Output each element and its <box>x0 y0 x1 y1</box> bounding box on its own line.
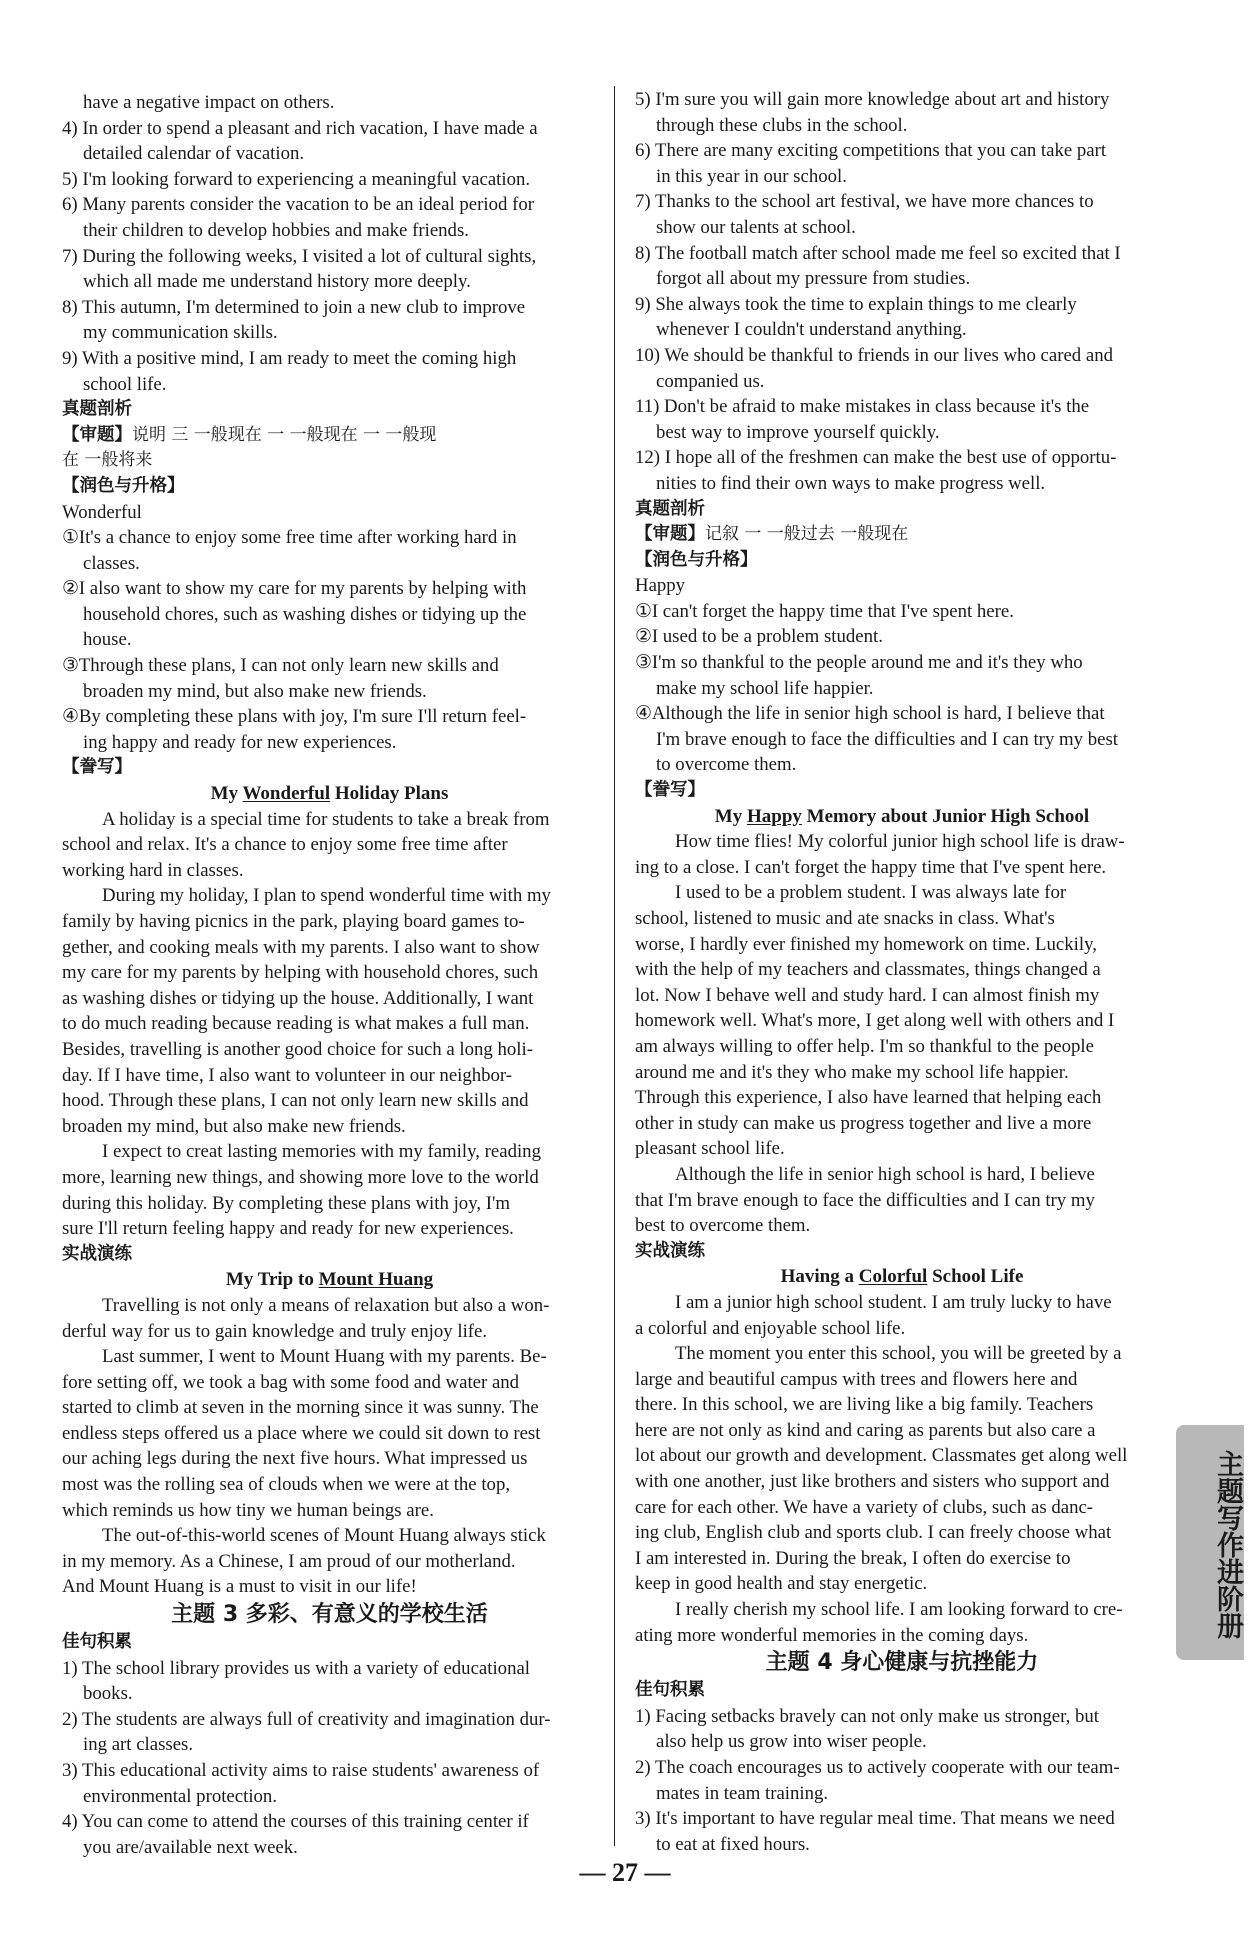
practice-essay-body <box>635 1290 1169 1648</box>
text-line: ④By completing these plans with joy, I'm sure I'll return feel- <box>62 706 527 728</box>
practice-essay-title: My Trip to Mount Huang <box>225 1269 434 1291</box>
text-line: fore setting off, we took a bag with some food and water and <box>62 1371 520 1393</box>
text-line: 8) This autumn, I'm determined to join a new club to improve <box>62 296 526 318</box>
side-tab <box>1176 1425 1244 1660</box>
yuxie-heading: 【誊写】 <box>62 757 132 778</box>
text-line: also help us grow into wiser people. <box>656 1731 927 1753</box>
text-line: family by having picnics in the park, playing board games to- <box>62 911 525 932</box>
text-line: 4) In order to spend a pleasant and rich vacation, I have made a <box>62 117 538 139</box>
text-line: lot about our growth and development. Classmates get along well <box>635 1445 1128 1467</box>
text-line: whenever I couldn't understand anything. <box>656 319 967 341</box>
theme-4-sentences <box>635 1704 1169 1858</box>
text-line: 12) I hope all of the freshmen can make the best use of opportu- <box>635 447 1117 469</box>
text-line: 3) This educational activity aims to raise students' awareness of <box>62 1760 540 1781</box>
text-line: Last summer, I went to Mount Huang with my parents. Be- <box>102 1346 547 1368</box>
text-line: show our talents at school. <box>656 216 856 238</box>
text-line: ing art classes. <box>83 1734 194 1756</box>
text-line: their children to develop hobbies and make friends. <box>83 219 469 241</box>
text-line: 1) Facing setbacks bravely can not only make us stronger, but <box>635 1705 1099 1727</box>
text-line: ing to a close. I can't forget the happy time that I've spent here. <box>635 856 1107 878</box>
text-line: environmental protection. <box>83 1785 278 1807</box>
text-line: 5) I'm looking forward to experiencing a meaningful vacation. <box>62 168 531 190</box>
key-word: Happy <box>635 575 686 597</box>
shenti-line: 【审题】记叙 一 一般过去 一般现在 <box>635 524 909 545</box>
text-line: I am interested in. During the break, I often do exercise to <box>635 1547 1071 1569</box>
text-line: The moment you enter this school, you will be greeted by a <box>675 1343 1122 1365</box>
zhenti-heading: 真题剖析 <box>635 498 705 519</box>
text-line: 4) You can come to attend the courses of this training center if <box>62 1811 529 1833</box>
text-line: here are not only as kind and caring as parents but also care a <box>635 1419 1096 1441</box>
text-line: 2) The coach encourages us to actively cooperate with our team- <box>635 1757 1120 1778</box>
text-line: 6) There are many exciting competitions that you can take part <box>635 140 1107 162</box>
theme-3-sentences <box>62 1656 597 1861</box>
text-line: more, learning new things, and showing more love to the world <box>62 1166 539 1188</box>
text-line: derful way for us to gain knowledge and truly enjoy life. <box>62 1320 488 1342</box>
text-line: hood. Through these plans, I can not only learn new skills and <box>62 1090 529 1112</box>
text-line: am always willing to offer help. I'm so thankful to the people <box>635 1035 1094 1057</box>
text-line: The out-of-this-world scenes of Mount Huang always stick <box>102 1525 546 1547</box>
text-line: companied us. <box>656 370 765 392</box>
text-line: in this year in our school. <box>656 165 847 187</box>
text-line: most was the rolling sea of clouds when we were at the top, <box>62 1474 511 1496</box>
runse-sentences <box>635 599 1169 778</box>
text-line: that I'm brave enough to face the difficulties and I can try my <box>635 1189 1095 1211</box>
text-line: books. <box>83 1683 133 1705</box>
text-line: I really cherish my school life. I am looking forward to cre- <box>675 1599 1123 1621</box>
text-line: as washing dishes or tidying up the house. Additionally, I want <box>62 987 534 1009</box>
left-column <box>62 90 597 1860</box>
text-line: worse, I hardly ever finished my homework on time. Luckily, <box>635 933 1097 955</box>
essay-title: My Wonderful Holiday Plans <box>210 783 449 805</box>
side-tab-label: 主题写作进阶册 <box>1212 1449 1243 1639</box>
text-line: school, listened to music and ate snacks in class. What's <box>635 908 1055 929</box>
jiaju-heading: 佳句积累 <box>635 1680 705 1701</box>
essay-body <box>62 807 597 1242</box>
practice-essay-title: Having a Colorful School Life <box>780 1266 1024 1288</box>
text-line: my care for my parents by helping with household chores, such <box>62 962 539 984</box>
text-line: care for each other. We have a variety of clubs, such as danc- <box>635 1496 1094 1518</box>
shizhan-heading: 实战演练 <box>62 1243 132 1264</box>
text-line: ④Although the life in senior high school is hard, I believe that <box>635 703 1105 725</box>
text-line: started to climb at seven in the morning since it was sunny. The <box>62 1397 539 1419</box>
text-line: How time flies! My colorful junior high school life is draw- <box>675 831 1125 853</box>
text-line: I'm brave enough to face the difficulties and I can try my best <box>656 728 1118 750</box>
text-line: Besides, travelling is another good choice for such a long holi- <box>62 1038 533 1060</box>
text-line: 7) During the following weeks, I visited a lot of cultural sights, <box>62 245 537 267</box>
text-line: house. <box>83 629 132 651</box>
text-line: school life. <box>83 373 167 395</box>
text-line: to do much reading because reading is what makes a full man. <box>62 1013 530 1035</box>
text-line: 3) It's important to have regular meal time. That means we need <box>635 1808 1115 1830</box>
text-line: I am a junior high school student. I am truly lucky to have <box>675 1291 1112 1313</box>
text-line: 8) The football match after school made me feel so excited that I <box>635 242 1121 264</box>
text-line: working hard in classes. <box>62 859 244 881</box>
text-line: school and relax. It's a chance to enjoy some free time after <box>62 834 508 856</box>
page-number: — 27 — <box>579 1858 671 1887</box>
text-line: forgot all about my pressure from studies. <box>656 268 971 290</box>
text-line: 11) Don't be afraid to make mistakes in class because it's the <box>635 396 1090 418</box>
text-line: 9) With a positive mind, I am ready to meet the coming high <box>62 347 517 369</box>
text-line: have a negative impact on others. <box>83 92 335 113</box>
text-line: there. In this school, we are living like a big family. Teachers <box>635 1394 1094 1416</box>
text-line: Although the life in senior high school is hard, I believe <box>675 1163 1095 1185</box>
text-line: I used to be a problem student. I was always late for <box>675 882 1067 904</box>
zhenti-heading: 真题剖析 <box>62 399 132 420</box>
text-line: And Mount Huang is a must to visit in our life! <box>62 1576 417 1598</box>
text-line: Through this experience, I also have learned that helping each <box>635 1087 1102 1109</box>
text-line: During my holiday, I plan to spend wonderful time with my <box>102 885 551 907</box>
text-line: ①I can't forget the happy time that I've spent here. <box>635 600 1014 622</box>
text-line: other in study can make us progress together and live a more <box>635 1112 1092 1134</box>
text-line: gether, and cooking meals with my parents. I also want to show <box>62 936 540 958</box>
text-line: keep in good health and stay energetic. <box>635 1573 928 1595</box>
text-line: with the help of my teachers and classmates, things changed a <box>635 959 1101 981</box>
text-line: lot. Now I behave well and study hard. I can almost finish my <box>635 984 1100 1006</box>
text-line: large and beautiful campus with trees and flowers here and <box>635 1368 1078 1390</box>
text-line: ing happy and ready for new experiences. <box>83 731 397 753</box>
text-line: a colorful and enjoyable school life. <box>635 1317 906 1339</box>
text-line: ②I used to be a problem student. <box>635 626 883 648</box>
theme-4-heading: 主题 4 身心健康与抗挫能力 <box>765 1650 1039 1676</box>
text-line: with one another, just like brothers and sisters who support and <box>635 1471 1110 1493</box>
text-line: which all made me understand history more deeply. <box>83 271 471 293</box>
runse-sentences <box>62 525 597 755</box>
shenti-line-cont: 在 一般将来 <box>62 450 153 471</box>
text-line: to eat at fixed hours. <box>656 1833 810 1855</box>
text-line: which reminds us how tiny we human beings are. <box>62 1499 434 1521</box>
text-line: ③I'm so thankful to the people around me and it's they who <box>635 652 1083 674</box>
text-line: endless steps offered us a place where we could sit down to rest <box>62 1422 541 1444</box>
text-line: A holiday is a special time for students to take a break from <box>102 808 550 830</box>
right-column <box>635 87 1169 1857</box>
key-word: Wonderful <box>62 501 142 523</box>
text-line: day. If I have time, I also want to volunteer in our neighbor- <box>62 1064 513 1086</box>
text-line: broaden my mind, but also make new friends. <box>62 1115 406 1137</box>
essay-title: My Happy Memory about Junior High School <box>714 805 1090 827</box>
left-top-sentences <box>62 90 597 397</box>
text-line: 1) The school library provides us with a variety of educational <box>62 1657 531 1679</box>
text-line: household chores, such as washing dishes or tidying up the <box>83 603 527 625</box>
text-line: broaden my mind, but also make new friends. <box>83 680 427 702</box>
text-line: ①It's a chance to enjoy some free time after working hard in <box>62 527 517 549</box>
text-line: homework well. What's more, I get along well with others and I <box>635 1010 1115 1032</box>
text-line: 10) We should be thankful to friends in our lives who cared and <box>635 344 1113 366</box>
text-line: ing club, English club and sports club. I can freely choose what <box>635 1522 1112 1544</box>
text-line: 7) Thanks to the school art festival, we have more chances to <box>635 191 1094 213</box>
theme-3-heading: 主题 3 多彩、有意义的学校生活 <box>171 1602 488 1628</box>
text-line: 6) Many parents consider the vacation to be an ideal period for <box>62 194 534 216</box>
text-line: best to overcome them. <box>635 1215 811 1237</box>
text-line: pleasant school life. <box>635 1138 785 1160</box>
text-line: you are/available next week. <box>83 1836 298 1858</box>
text-line: make my school life happier. <box>656 677 874 699</box>
text-line: sure I'll return feeling happy and ready for new experiences. <box>62 1218 514 1240</box>
jiaju-heading: 佳句积累 <box>62 1632 132 1653</box>
text-line: I expect to creat lasting memories with my family, reading <box>102 1141 541 1163</box>
text-line: classes. <box>83 552 140 574</box>
text-line: ②I also want to show my care for my parents by helping with <box>62 578 527 600</box>
shenti-line: 【审题】说明 三 一般现在 一 一般现在 一 一般现 <box>62 424 437 445</box>
yuxie-heading: 【誊写】 <box>635 780 705 801</box>
text-line: around me and it's they who make my school life happier. <box>635 1061 1069 1083</box>
essay-body <box>635 829 1169 1239</box>
column-divider <box>614 86 615 1846</box>
text-line: in my memory. As a Chinese, I am proud of our motherland. <box>62 1550 516 1572</box>
text-line: during this holiday. By completing these plans with joy, I'm <box>62 1192 510 1214</box>
runse-heading: 【润色与升格】 <box>62 475 185 496</box>
text-line: 9) She always took the time to explain things to me clearly <box>635 293 1077 315</box>
text-line: ③Through these plans, I can not only learn new skills and <box>62 655 499 677</box>
text-line: Travelling is not only a means of relaxation but also a won- <box>102 1294 550 1316</box>
text-line: best way to improve yourself quickly. <box>656 421 940 443</box>
text-line: 2) The students are always full of creativity and imagination dur- <box>62 1708 551 1730</box>
runse-heading: 【润色与升格】 <box>635 549 758 570</box>
text-line: to overcome them. <box>656 754 797 776</box>
text-line: nities to find their own ways to make progress well. <box>656 472 1046 494</box>
text-line: through these clubs in the school. <box>656 114 908 136</box>
text-line: mates in team training. <box>656 1782 829 1804</box>
text-line: our aching legs during the next five hours. What impressed us <box>62 1448 528 1470</box>
text-line: 5) I'm sure you will gain more knowledge about art and history <box>635 89 1110 110</box>
practice-essay-body <box>62 1293 597 1600</box>
shizhan-heading: 实战演练 <box>635 1240 705 1261</box>
text-line: ating more wonderful memories in the coming days. <box>635 1624 1029 1646</box>
text-line: detailed calendar of vacation. <box>83 143 305 165</box>
text-line: my communication skills. <box>83 322 278 344</box>
right-top-sentences <box>635 87 1169 497</box>
